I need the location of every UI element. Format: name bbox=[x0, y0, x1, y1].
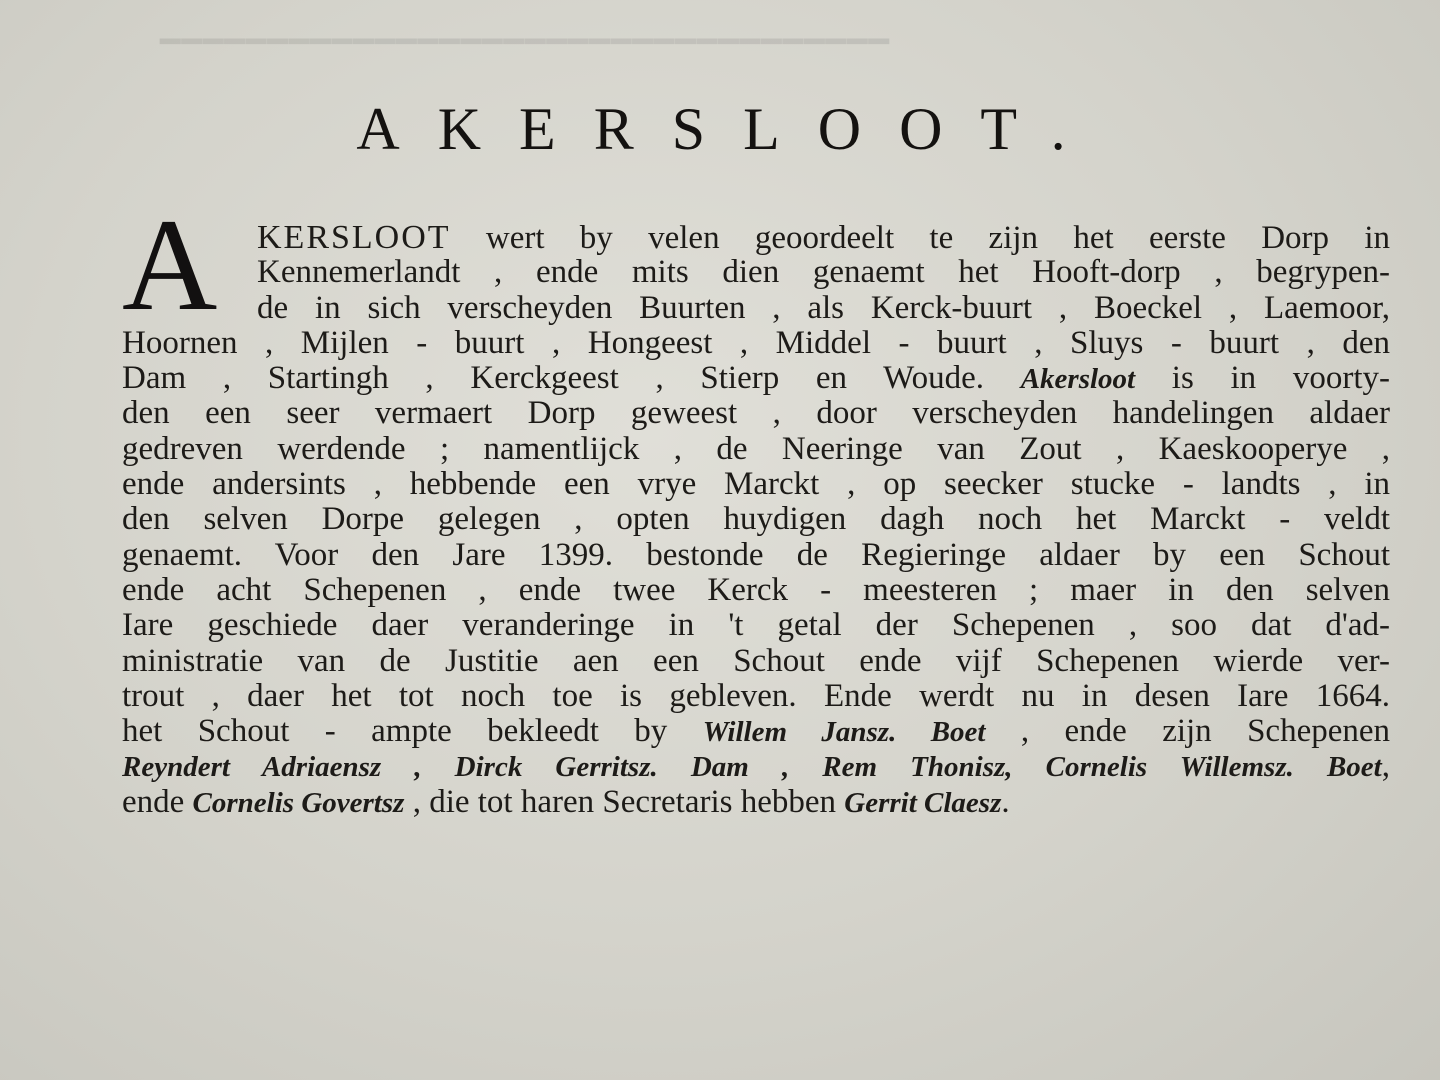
drop-cap: A bbox=[122, 191, 218, 338]
text-line-2: Kennemerlandt , ende mits dien genaemt het Hooft-dorp , begrypen- bbox=[257, 254, 1390, 291]
text-line-17: ende Cornelis Govertsz , die tot haren Secretaris hebben Gerrit Claesz. bbox=[122, 783, 1010, 820]
text-line-4: Hoornen , Mijlen - buurt , Hongeest , Middel - buurt , Sluys - buurt , den bbox=[122, 324, 1390, 361]
text-line-6: den een seer vermaert Dorp geweest , door verscheyden handelingen aldaer bbox=[122, 395, 1390, 432]
text-line-1: KERSLOOT wert by velen geoordeelt te zijn het eerste Dorp in bbox=[257, 219, 1390, 256]
page-title: AKERSLOOT. bbox=[356, 96, 1104, 162]
text-line-7: gedreven werdende ; namentlijck , de Neeringe van Zout , Kaeskooperye , bbox=[122, 430, 1390, 467]
body-paragraph bbox=[122, 191, 1391, 820]
text-line-15: het Schout - ampte bekleedt by Willem Jansz. Boet , ende zijn Schepenen bbox=[122, 713, 1391, 750]
text-line-9: den selven Dorpe gelegen , opten huydigen dagh noch het Marckt - veldt bbox=[122, 501, 1390, 538]
text-line-12: Iare geschiede daer veranderinge in 't getal der Schepenen , soo dat d'ad- bbox=[122, 607, 1390, 644]
text-line-11: ende acht Schepenen , ende twee Kerck - meesteren ; maer in den selven bbox=[122, 571, 1390, 608]
text-line-3: de in sich verscheyden Buurten , als Kerck-buurt , Boeckel , Laemoor, bbox=[257, 289, 1390, 326]
text-line-5: Dam , Startingh , Kerckgeest , Stierp en Woude. Akersloot is in voorty- bbox=[122, 360, 1390, 397]
text-line-13: ministratie van de Justitie aen een Schout ende vijf Schepenen wierde ver- bbox=[122, 642, 1390, 679]
text-line-14: trout , daer het tot noch toe is gebleven. Ende werdt nu in desen Iare 1664. bbox=[122, 677, 1390, 714]
text-line-8: ende andersints , hebbende een vrye Marckt , op seecker stucke - landts , in bbox=[122, 466, 1390, 503]
text-line-10: genaemt. Voor den Jare 1399. bestonde de Regieringe aldaer by een Schout bbox=[122, 536, 1390, 573]
text-line-16: Reyndert Adriaensz , Dirck Gerritsz. Dam , Rem Thonisz, Cornelis Willemsz. Boet, bbox=[122, 748, 1390, 785]
